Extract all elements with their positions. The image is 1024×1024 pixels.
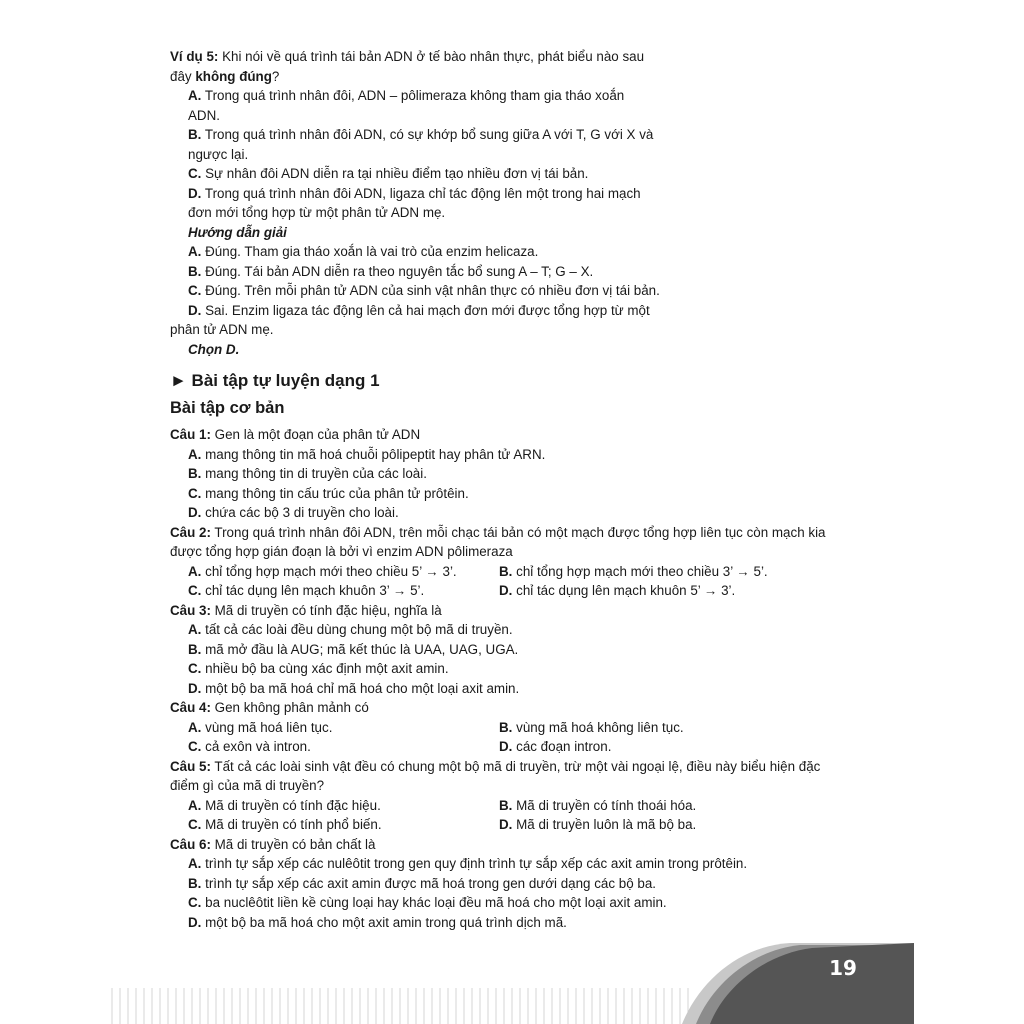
question-6: Câu 6: Mã di truyền có bản chất là bbox=[170, 836, 376, 852]
question-2: Câu 2: Trong quá trình nhân đôi ADN, trên mỗi chạc tái bản có một mạch được tổng hợp liên tục còn mạch kia bbox=[170, 524, 826, 540]
example-option-b: B. Trong quá trình nhân đôi ADN, có sự khớp bổ sung giữa A với T, G với X và bbox=[188, 127, 654, 142]
q1-option-a: A. mang thông tin mã hoá chuỗi pôlipeptit hay phân tử ARN. bbox=[188, 446, 546, 462]
page-content bbox=[170, 47, 870, 932]
q4-option-a: A. vùng mã hoá liên tục. bbox=[188, 719, 333, 735]
q3-option-d: D. một bộ ba mã hoá chỉ mã hoá cho một loại axit amin. bbox=[188, 680, 520, 696]
q6-option-b: B. trình tự sắp xếp các axit amin được mã hoá trong gen dưới dạng các bộ ba. bbox=[188, 875, 657, 891]
answer-c: C. Đúng. Trên mỗi phân tử ADN của sinh vật nhân thực có nhiều đơn vị tái bản. bbox=[188, 283, 660, 298]
section-title: ► Bài tập tự luyện dạng 1 bbox=[170, 371, 380, 390]
q4-options-row2 bbox=[170, 737, 870, 757]
q2-options-row2 bbox=[170, 581, 870, 601]
example-question-line1: Ví dụ 5: Khi nói về quá trình tái bản ADN ở tế bào nhân thực, phát biểu nào sau bbox=[170, 49, 645, 64]
answer-a: A. Đúng. Tham gia tháo xoắn là vai trò của enzim helicaza. bbox=[188, 244, 539, 259]
example-option-a: A. Trong quá trình nhân đôi, ADN – pôlimeraza không tham gia tháo xoắn bbox=[188, 88, 625, 103]
question-1: Câu 1: Gen là một đoạn của phân tử ADN bbox=[170, 427, 421, 442]
q1-option-c: C. mang thông tin cấu trúc của phân tử prôtêin. bbox=[188, 485, 469, 501]
q6-option-a: A. trình tự sắp xếp các nulêôtit trong gen quy định trình tự sắp xếp các axit amin trong prôtêin. bbox=[188, 856, 748, 871]
answer-b: B. Đúng. Tái bản ADN diễn ra theo nguyên tắc bổ sung A – T; G – X. bbox=[188, 263, 594, 279]
question-5: Câu 5: Tất cả các loài sinh vật đều có chung một bộ mã di truyền, trừ một vài ngoại lệ, điều này biểu hiện đặc bbox=[170, 758, 821, 774]
guide-title: Hướng dẫn giải bbox=[188, 224, 287, 240]
q2-option-b: B. chỉ tổng hợp mạch mới theo chiều 3’ → 5’. bbox=[499, 563, 768, 579]
q2-option-c: C. chỉ tác dụng lên mạch khuôn 3’ → 5’. bbox=[188, 583, 425, 598]
footer-stripes bbox=[112, 988, 688, 1024]
q2-option-a: A. chỉ tổng hợp mạch mới theo chiều 5’ → 3’. bbox=[188, 563, 457, 579]
q5-option-d: D. Mã di truyền luôn là mã bộ ba. bbox=[499, 817, 697, 832]
section-subtitle: Bài tập cơ bản bbox=[170, 399, 285, 417]
answer-d: D. Sai. Enzim ligaza tác động lên cả hai mạch đơn mới được tổng hợp từ một bbox=[188, 302, 650, 318]
question-2-cont: được tổng hợp gián đoạn là bởi vì enzim ADN pôlimeraza bbox=[170, 544, 513, 559]
q3-option-c: C. nhiều bộ ba cùng xác định một axit amin. bbox=[188, 661, 449, 676]
example-option-d-cont: đơn mới tổng hợp từ một phân tử ADN mẹ. bbox=[188, 205, 446, 220]
q3-option-a: A. tất cả các loài đều dùng chung một bộ mã di truyền. bbox=[188, 622, 513, 637]
q4-option-c: C. cả exôn và intron. bbox=[188, 739, 311, 754]
example-option-d: D. Trong quá trình nhân đôi ADN, ligaza chỉ tác động lên một trong hai mạch bbox=[188, 185, 641, 201]
example-label: Ví dụ 5: bbox=[170, 49, 219, 64]
q1-option-b: B. mang thông tin di truyền của các loài. bbox=[188, 466, 427, 481]
question-3: Câu 3: Mã di truyền có tính đặc hiệu, nghĩa là bbox=[170, 602, 442, 618]
q2-option-d: D. chỉ tác dụng lên mạch khuôn 5’ → 3’. bbox=[499, 583, 736, 598]
q5-option-c: C. Mã di truyền có tính phổ biến. bbox=[188, 817, 382, 832]
q5-options-row2 bbox=[170, 815, 870, 835]
example-question-line2: đây không đúng? bbox=[170, 68, 280, 84]
page-number: 19 bbox=[829, 956, 857, 980]
q4-option-d: D. các đoạn intron. bbox=[499, 739, 612, 754]
q6-option-d: D. một bộ ba mã hoá cho một axit amin trong quá trình dịch mã. bbox=[188, 914, 567, 930]
question-5-cont: điểm gì của mã di truyền? bbox=[170, 778, 325, 793]
q1-option-d: D. chứa các bộ 3 di truyền cho loài. bbox=[188, 505, 399, 520]
example-option-a-cont: ADN. bbox=[188, 107, 220, 123]
example-option-c: C. Sự nhân đôi ADN diễn ra tại nhiều điểm tạo nhiều đơn vị tái bản. bbox=[188, 166, 589, 181]
footer-swoosh-dark bbox=[710, 943, 914, 1024]
q2-options-row1 bbox=[170, 562, 870, 582]
footer-decoration bbox=[0, 940, 1024, 1024]
q3-option-b: B. mã mở đầu là AUG; mã kết thúc là UAA, UAG, UGA. bbox=[188, 641, 519, 657]
choice-label: Chọn D. bbox=[188, 341, 240, 357]
question-4: Câu 4: Gen không phân mảnh có bbox=[170, 700, 369, 715]
q5-option-a: A. Mã di truyền có tính đặc hiệu. bbox=[188, 797, 381, 813]
q6-option-c: C. ba nuclêôtit liền kề cùng loại hay khác loại đều mã hoá cho một loại axit amin. bbox=[188, 895, 667, 910]
q4-option-b: B. vùng mã hoá không liên tục. bbox=[499, 719, 684, 735]
q5-options-row1 bbox=[170, 796, 870, 816]
answer-d-cont: phân tử ADN mẹ. bbox=[170, 322, 274, 337]
example-option-b-cont: ngược lại. bbox=[188, 146, 249, 162]
q5-option-b: B. Mã di truyền có tính thoái hóa. bbox=[499, 797, 697, 813]
q4-options-row1 bbox=[170, 718, 870, 738]
